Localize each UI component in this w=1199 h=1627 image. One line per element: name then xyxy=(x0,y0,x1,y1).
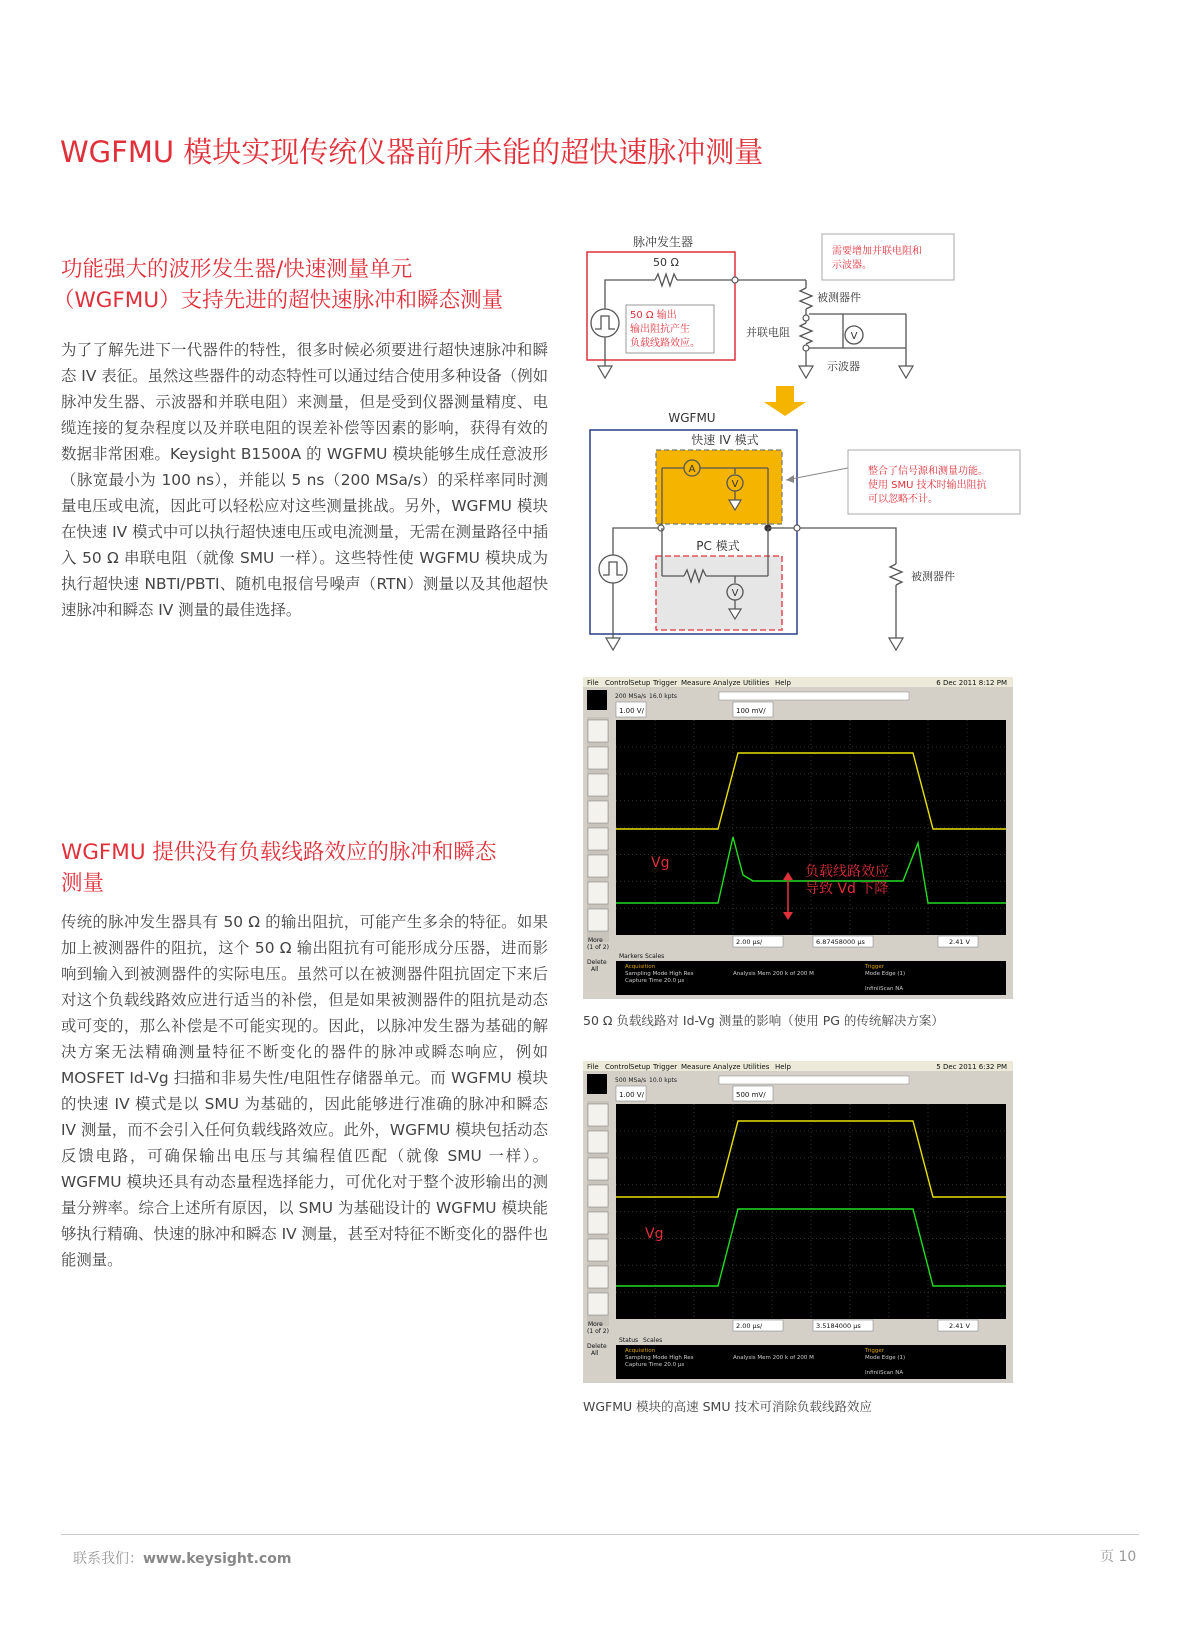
scope-tool-button[interactable] xyxy=(588,720,608,742)
shunt-resistor-symbol xyxy=(800,323,812,344)
svg-text:(1 of 2): (1 of 2) xyxy=(587,1328,609,1335)
scope-tool-button[interactable] xyxy=(588,774,608,796)
section1-title-line2: （WGFMU）支持先进的超快速脉冲和瞬态测量 xyxy=(53,288,504,313)
scope2-menu-bar xyxy=(587,1063,792,1071)
svg-text:负载线路效应。: 负载线路效应。 xyxy=(630,338,700,349)
svg-text:(1 of 2): (1 of 2) xyxy=(587,944,609,951)
section2-title-line1: WGFMU 提供没有负载线路效应的脉冲和瞬态 xyxy=(61,840,497,865)
ground-icon xyxy=(598,366,612,378)
resistor-symbol xyxy=(655,274,677,286)
scope1-caption: 50 Ω 负载线路对 Id-Vg 测量的影响（使用 PG 的传统解决方案） xyxy=(583,1013,944,1028)
svg-text:负载线路效应: 负载线路效应 xyxy=(805,864,889,880)
svg-text:2.00 μs/: 2.00 μs/ xyxy=(736,938,763,946)
scope2-menu-help[interactable]: Help xyxy=(775,1063,791,1071)
svg-text:Trigger: Trigger xyxy=(865,964,884,970)
scope-tool-button[interactable] xyxy=(588,855,608,877)
svg-text:A: A xyxy=(688,464,696,475)
svg-text:All: All xyxy=(591,1350,599,1357)
scope2-menu-measure[interactable]: Measure xyxy=(681,1063,711,1071)
svg-text:Mode Edge (1): Mode Edge (1) xyxy=(865,1355,906,1361)
scope-tool-button[interactable] xyxy=(588,801,608,823)
svg-text:200 MSa/s: 200 MSa/s xyxy=(615,693,647,700)
svg-text:Capture Time 20.0 μs: Capture Time 20.0 μs xyxy=(625,1362,685,1368)
svg-text:More: More xyxy=(588,1321,603,1328)
section1-title-line1: 功能强大的波形发生器/快速测量单元 xyxy=(61,257,413,282)
scope1-menu-trigger[interactable]: Trigger xyxy=(653,679,678,687)
scope-tool-button[interactable] xyxy=(588,1293,608,1315)
svg-text:Vg: Vg xyxy=(651,855,670,871)
svg-text:All: All xyxy=(591,966,599,973)
svg-text:需要增加并联电阻和: 需要增加并联电阻和 xyxy=(832,246,922,257)
section2-paragraph: 传统的脉冲发生器具有 50 Ω 的输出阻抗，可能产生多余的特征。如果加上被测器件的阻抗，这个 50 Ω 输出阻抗有可能形成分压器，进而影响到输入到被测器件的实际电压。虽然可以在被测器件阻抗固定下来后对这个负载线路效应进行适当的补偿，但是如果被测器件的阻抗是动态或可变的，那么补偿是不可能实现的。因此，以脉冲发生器为基础的解决方案无法精确测量特征不断变化的器件的脉冲或瞬态响应，例如 MOSFET Id-Vg 扫描和非易失性/电阻性存储器单元。而 WGFMU 模块的快速 IV 模式是以 SMU 为基础的，因此能够进行准确的脉冲和瞬态 IV 测量，而不会引入任何负载线路效应。此外，WGFMU 模块包括动态反馈电路，可确保输出电压与其编程值匹配（就像 SMU 一样）。WGFMU 模块还具有动态量程选择能力，可优化对于整个波形输出的测量分辨率。综合上述所有原因，以 SMU 为基础设计的 WGFMU 模块能够执行精确、快速的脉冲和瞬态 IV 测量，甚至对特征不断变化的器件也能测量。 xyxy=(61,913,548,1269)
svg-text:V: V xyxy=(731,588,739,599)
pc-mode-box xyxy=(656,556,782,630)
svg-text:InfiniiScan NA: InfiniiScan NA xyxy=(865,1370,904,1376)
scope-tool-button[interactable] xyxy=(588,747,608,769)
scope2-caption: WGFMU 模块的高速 SMU 技术可消除负载线路效应 xyxy=(583,1399,872,1414)
section1-title xyxy=(53,254,541,316)
svg-text:2.41 V: 2.41 V xyxy=(949,1322,970,1330)
scope2-menu-setup[interactable]: Setup xyxy=(630,1063,651,1071)
scope1-menu-measure[interactable]: Measure xyxy=(681,679,711,687)
svg-text:6.87458000 μs: 6.87458000 μs xyxy=(816,938,865,946)
scope1-menu-file[interactable]: File xyxy=(587,679,599,687)
svg-text:输出阻抗产生: 输出阻抗产生 xyxy=(630,324,690,335)
svg-text:Status: Status xyxy=(619,1337,639,1344)
svg-text:Sampling Mode High Res: Sampling Mode High Res xyxy=(625,971,694,977)
svg-text:PC 模式: PC 模式 xyxy=(696,539,740,553)
scope-screenshot-1 xyxy=(583,677,1013,999)
scope2-run-button xyxy=(587,1074,607,1094)
svg-text:V: V xyxy=(850,331,858,342)
svg-text:2.00 μs/: 2.00 μs/ xyxy=(736,1322,763,1330)
svg-text:并联电阻: 并联电阻 xyxy=(746,326,790,339)
svg-text:Acquisition: Acquisition xyxy=(625,1348,656,1354)
svg-text:10.0 kpts: 10.0 kpts xyxy=(649,1077,678,1084)
section1-paragraph: 为了了解先进下一代器件的特性，很多时候必须要进行超快速脉冲和瞬态 IV 表征。虽然这些器件的动态特性可以通过结合使用多种设备（例如脉冲发生器、示波器和并联电阻）来测量，但是受到仪器测量精度、电缆连接的复杂程度以及并联电阻的误差补偿等因素的影响，获得有效的数据非常困难。Keysight B1500A 的 WGFMU 模块能够生成任意波形（脉宽最小为 100 ns），并能以 5 ns（200 MSa/s）的采样率同时测量电压或电流，因此可以轻松应对这些测量挑战。另外，WGFMU 模块在快速 IV 模式中可以执行超快速电压或电流测量，无需在测量路径中插入 50 Ω 串联电阻（就像 SMU 一样）。这些特性使 WGFMU 模块成为执行超快速 NBTI/PBTI、随机电报信号噪声（RTN）测量以及其他超快速脉冲和瞬态 IV 测量的最佳选择。 xyxy=(61,341,548,619)
svg-text:3.5184000 μs: 3.5184000 μs xyxy=(816,1322,861,1330)
scope1-menu-help[interactable]: Help xyxy=(775,679,791,687)
scope2-menu-file[interactable]: File xyxy=(587,1063,599,1071)
svg-text:Scales: Scales xyxy=(645,953,665,960)
dut-resistor-symbol xyxy=(800,288,812,309)
scope1-menu-analyze[interactable]: Analyze xyxy=(713,679,741,687)
pulse-gen-label: 脉冲发生器 xyxy=(632,235,694,249)
fast-iv-box xyxy=(656,450,782,524)
scope2-menu-trigger[interactable]: Trigger xyxy=(653,1063,678,1071)
svg-text:Capture Time 20.0 μs: Capture Time 20.0 μs xyxy=(625,978,685,984)
svg-text:被测器件: 被测器件 xyxy=(817,291,861,304)
svg-text:WGFMU: WGFMU xyxy=(668,411,716,425)
svg-text:500 MSa/s: 500 MSa/s xyxy=(615,1077,647,1084)
page-title: WGFMU 模块实现传统仪器前所未能的超快速脉冲测量 xyxy=(60,135,764,169)
svg-text:1.00 V/: 1.00 V/ xyxy=(619,707,644,715)
footer-divider xyxy=(61,1534,1139,1535)
svg-text:V: V xyxy=(731,479,739,490)
svg-text:Trigger: Trigger xyxy=(865,1348,884,1354)
svg-text:Mode Edge (1): Mode Edge (1) xyxy=(865,971,906,977)
scope-tool-button[interactable] xyxy=(588,1158,608,1180)
scope-tool-button[interactable] xyxy=(588,1212,608,1234)
svg-text:Sampling Mode High Res: Sampling Mode High Res xyxy=(625,1355,694,1361)
scope2-menu-utilities[interactable]: Utilities xyxy=(743,1063,770,1071)
scope2-menu-control[interactable]: Control xyxy=(605,1063,631,1071)
footer-contact-label: 联系我们： xyxy=(73,1551,143,1567)
svg-text:整合了信号源和测量功能。: 整合了信号源和测量功能。 xyxy=(868,466,988,477)
scope-tool-button[interactable] xyxy=(588,1266,608,1288)
svg-text:5 Dec 2011 6:32 PM: 5 Dec 2011 6:32 PM xyxy=(936,1063,1007,1071)
svg-text:Acquisition: Acquisition xyxy=(625,964,656,970)
section2-title-line2: 测量 xyxy=(61,871,105,896)
svg-text:Markers: Markers xyxy=(619,953,643,960)
svg-text:InfiniiScan NA: InfiniiScan NA xyxy=(865,986,904,992)
resistor-50-label: 50 Ω xyxy=(653,256,679,269)
scope-screenshot-2 xyxy=(583,1061,1013,1383)
down-arrow-icon xyxy=(764,386,806,416)
svg-text:Analysis Mem 200 k of 200 M: Analysis Mem 200 k of 200 M xyxy=(733,971,814,977)
scope1-menu-utilities[interactable]: Utilities xyxy=(743,679,770,687)
scope1-menu-setup[interactable]: Setup xyxy=(630,679,651,687)
footer-url-link[interactable]: www.keysight.com xyxy=(143,1551,292,1567)
svg-text:100 mV/: 100 mV/ xyxy=(736,707,766,715)
svg-text:6 Dec 2011 8:12 PM: 6 Dec 2011 8:12 PM xyxy=(936,679,1007,687)
scope1-menu-bar xyxy=(587,679,792,687)
svg-text:可以忽略不计。: 可以忽略不计。 xyxy=(868,494,938,505)
svg-text:More: More xyxy=(588,937,603,944)
scope1-menu-control[interactable]: Control xyxy=(605,679,631,687)
svg-text:16.0 kpts: 16.0 kpts xyxy=(649,693,678,700)
svg-text:导致 Vd 下降: 导致 Vd 下降 xyxy=(805,881,889,897)
page-number: 页 10 xyxy=(1100,1549,1137,1565)
svg-text:使用 SMU 技术时输出阻抗: 使用 SMU 技术时输出阻抗 xyxy=(868,480,987,491)
scope-tool-button[interactable] xyxy=(588,1104,608,1126)
scope-tool-button[interactable] xyxy=(588,1131,608,1153)
svg-text:Delete: Delete xyxy=(587,959,607,966)
svg-text:50 Ω 输出: 50 Ω 输出 xyxy=(630,310,677,321)
scope2-menu-analyze[interactable]: Analyze xyxy=(713,1063,741,1071)
svg-text:被测器件: 被测器件 xyxy=(911,570,955,583)
scope1-run-button xyxy=(587,690,607,710)
svg-text:Scales: Scales xyxy=(643,1337,663,1344)
svg-text:示波器。: 示波器。 xyxy=(832,260,872,271)
svg-text:2.41 V: 2.41 V xyxy=(949,938,970,946)
section2-title xyxy=(61,837,541,899)
wgfmu-source-icon xyxy=(599,555,627,583)
scope-tool-button[interactable] xyxy=(588,1185,608,1207)
svg-text:1.00 V/: 1.00 V/ xyxy=(619,1091,644,1099)
svg-text:Analysis Mem 200 k of 200 M: Analysis Mem 200 k of 200 M xyxy=(733,1355,814,1361)
scope-tool-button[interactable] xyxy=(588,909,608,931)
pulse-source-icon xyxy=(591,309,619,337)
svg-text:Vg: Vg xyxy=(645,1226,664,1242)
scope-tool-button[interactable] xyxy=(588,1239,608,1261)
svg-text:快速 IV 模式: 快速 IV 模式 xyxy=(691,433,759,447)
svg-text:500 mV/: 500 mV/ xyxy=(736,1091,766,1099)
circuit-diagram xyxy=(580,228,1040,663)
svg-text:Delete: Delete xyxy=(587,1343,607,1350)
scope-tool-button[interactable] xyxy=(588,882,608,904)
svg-text:示波器: 示波器 xyxy=(827,360,860,373)
footer-contact xyxy=(73,1548,291,1568)
scope-tool-button[interactable] xyxy=(588,828,608,850)
